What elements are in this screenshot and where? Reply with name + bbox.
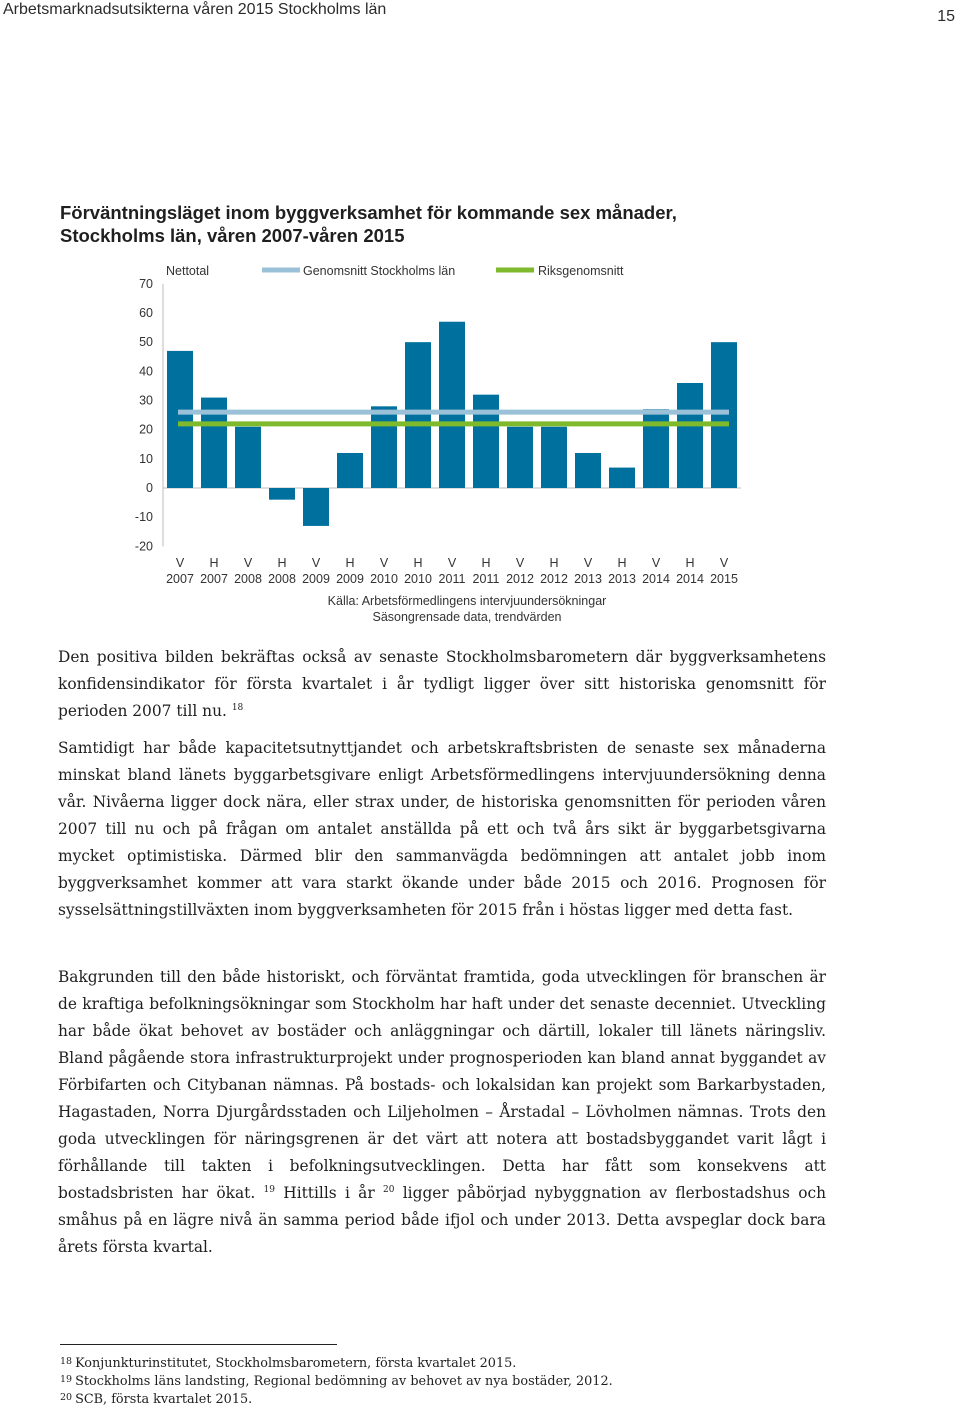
x-tick-year: 2007 — [200, 572, 228, 586]
paragraph-2: Samtidigt har både kapacitetsutnyttjandet och arbetskraftsbristen de senaste sex månaderna minskat bland länets byggarbetsgivare enligt Arbetsförmedlingens intervjuundersökning denna vår. Nivåerna ligger dock nära, eller strax under, de historiska genomsnitten för perioden våren 2007 till nu och på frågan om antalet anställda på ett och två års sikt är byggarbetsgivarna mycket optimistiska. Därmed blir den sammanvägda bedömningen att antalet jobb inom byggverksamhet kommer att vara starkt ökande under både 2015 och 2016. Prognosen för sysselsättningstillväxten inom byggverksamheten för 2015 från i höstas ligger med detta fast. — [58, 739, 826, 919]
x-tick-year: 2012 — [506, 572, 534, 586]
x-tick-year: 2013 — [574, 572, 602, 586]
footnote-text: SCB, första kvartalet 2015. — [75, 1392, 253, 1407]
x-tick-half: V — [379, 556, 389, 570]
paragraph-1-text: Den positiva bilden bekräftas också av senaste Stockholmsbarometern där byggverksamhetens konfidensindikator för första kvartalet i år tydligt ligger över sitt historiska genomsnitt för perioden 2007 till nu. — [58, 648, 826, 720]
x-tick-year: 2007 — [166, 572, 194, 586]
y-tick-label: -20 — [134, 539, 153, 554]
x-tick-year: 2011 — [472, 572, 500, 586]
x-tick-year: 2009 — [336, 572, 364, 586]
paragraph-1 — [58, 644, 826, 725]
x-tick-year: 2008 — [234, 572, 262, 586]
x-tick-year: 2008 — [268, 572, 296, 586]
footnote-ref-18: 18 — [231, 703, 244, 713]
x-tick-half: H — [481, 556, 491, 570]
y-tick-label: 10 — [139, 451, 153, 466]
x-tick-year: 2011 — [438, 572, 466, 586]
paragraph-3-text-a: Bakgrunden till den både historiskt, och förväntat framtida, goda utvecklingen för branschen är de kraftiga befolkningsökningar som Stockholm har haft under det senaste decenniet. Utveckling har både ökat behovet av bostäder och anläggningar och därtill, lokaler till länets näringsliv. Bland pågående stora infrastrukturprojekt under prognosperioden kan bland annat byggandet av Förbifarten och Citybanan nämnas. På bostads- och lokalsidan kan projekt som Barkarbystaden, Hagastaden, Norra Djurgårdsstaden och Liljeholmen – Årstadal – Lövholmen nämnas. Trots den goda utvecklingen för näringsgrenen är det värt att notera att bostadsbyggandet varit lågt i förhållande till takten i befolkningsutvecklingen. Detta har fått som konsekvens att bostadsbristen har ökat. — [58, 968, 826, 1202]
document-title: Arbetsmarknadsutsikterna våren 2015 Stockholms län — [3, 1, 387, 18]
x-tick-year: 2010 — [370, 572, 398, 586]
chart-legend — [166, 264, 624, 278]
x-tick-half: V — [583, 556, 593, 570]
x-tick-year: 2014 — [676, 572, 704, 586]
bar — [541, 427, 567, 488]
bar — [575, 453, 601, 488]
footnote-ref-19: 19 — [263, 1185, 275, 1195]
bar-chart — [0, 0, 960, 640]
x-tick-half: V — [243, 556, 253, 570]
bar — [405, 342, 431, 488]
x-tick-half: V — [719, 556, 729, 570]
bar — [167, 351, 193, 488]
figure-title-line-1: Förväntningsläget inom byggverksamhet för kommande sex månader, — [60, 202, 677, 223]
bar — [269, 488, 295, 500]
bar — [473, 395, 499, 488]
bar — [235, 427, 261, 488]
x-tick-year: 2013 — [608, 572, 636, 586]
footnote-text: Stockholms läns landsting, Regional bedömning av behovet av nya bostäder, 2012. — [75, 1374, 613, 1389]
x-tick-half: V — [175, 556, 185, 570]
legend-entry-average: Genomsnitt Stockholms län — [303, 264, 456, 278]
footnote-18 — [60, 1354, 516, 1372]
y-tick-label: -10 — [134, 510, 153, 525]
x-tick-half: H — [549, 556, 559, 570]
chart-source-line-1: Källa: Arbetsförmedlingens intervjuundersökningar — [327, 594, 607, 608]
x-tick-year: 2012 — [540, 572, 568, 586]
x-tick-year: 2014 — [642, 572, 670, 586]
bar — [439, 322, 465, 488]
footnote-text: Konjunkturinstitutet, Stockholmsbarometern, första kvartalet 2015. — [75, 1356, 517, 1371]
chart-source-line-2: Säsongrensade data, trendvärden — [372, 610, 562, 624]
paragraph-3-text-b: Hittills i år — [274, 1184, 375, 1202]
x-tick-year: 2015 — [710, 572, 738, 586]
y-tick-label: 40 — [139, 364, 153, 379]
chart-x-labels — [166, 556, 738, 586]
footnote-number: 18 — [60, 1356, 73, 1367]
bar — [711, 342, 737, 488]
bar — [677, 383, 703, 488]
x-tick-year: 2009 — [302, 572, 330, 586]
footnote-divider — [60, 1344, 337, 1345]
bar — [303, 488, 329, 526]
y-tick-label: 70 — [139, 276, 153, 291]
legend-entry-national: Riksgenomsnitt — [538, 264, 624, 278]
bar — [507, 427, 533, 488]
x-tick-half: V — [311, 556, 321, 570]
x-tick-half: V — [651, 556, 661, 570]
footnote-number: 19 — [60, 1374, 73, 1385]
legend-entry-bars: Nettotal — [166, 264, 210, 278]
paragraph-3-text-c: ligger påbörjad nybyggnation av flerbostadshus och småhus på en lägre nivå än samma period både ifjol och under 2013. Detta avspeglar dock bara årets första kvartal. — [58, 1184, 826, 1256]
y-tick-label: 0 — [146, 481, 153, 495]
x-tick-half: H — [209, 556, 219, 570]
bar — [609, 468, 635, 488]
bar — [643, 409, 669, 488]
paragraph-3 — [58, 964, 826, 1261]
y-tick-label: 30 — [139, 393, 153, 408]
x-tick-half: V — [515, 556, 525, 570]
x-tick-half: V — [447, 556, 457, 570]
page-number: 15 — [937, 8, 955, 25]
x-tick-half: H — [413, 556, 423, 570]
footnote-ref-20: 20 — [383, 1185, 395, 1195]
y-tick-label: 60 — [139, 305, 153, 320]
y-tick-label: 20 — [139, 422, 153, 437]
x-tick-half: H — [685, 556, 695, 570]
footnote-number: 20 — [60, 1392, 73, 1403]
x-tick-half: H — [345, 556, 355, 570]
bar — [371, 406, 397, 488]
y-tick-label: 50 — [139, 335, 153, 350]
x-tick-year: 2010 — [404, 572, 432, 586]
footnote-19 — [60, 1372, 613, 1390]
x-tick-half: H — [617, 556, 627, 570]
footnote-20 — [60, 1390, 252, 1408]
bar — [337, 453, 363, 488]
figure-title-line-2: Stockholms län, våren 2007-våren 2015 — [60, 225, 405, 246]
x-tick-half: H — [277, 556, 287, 570]
